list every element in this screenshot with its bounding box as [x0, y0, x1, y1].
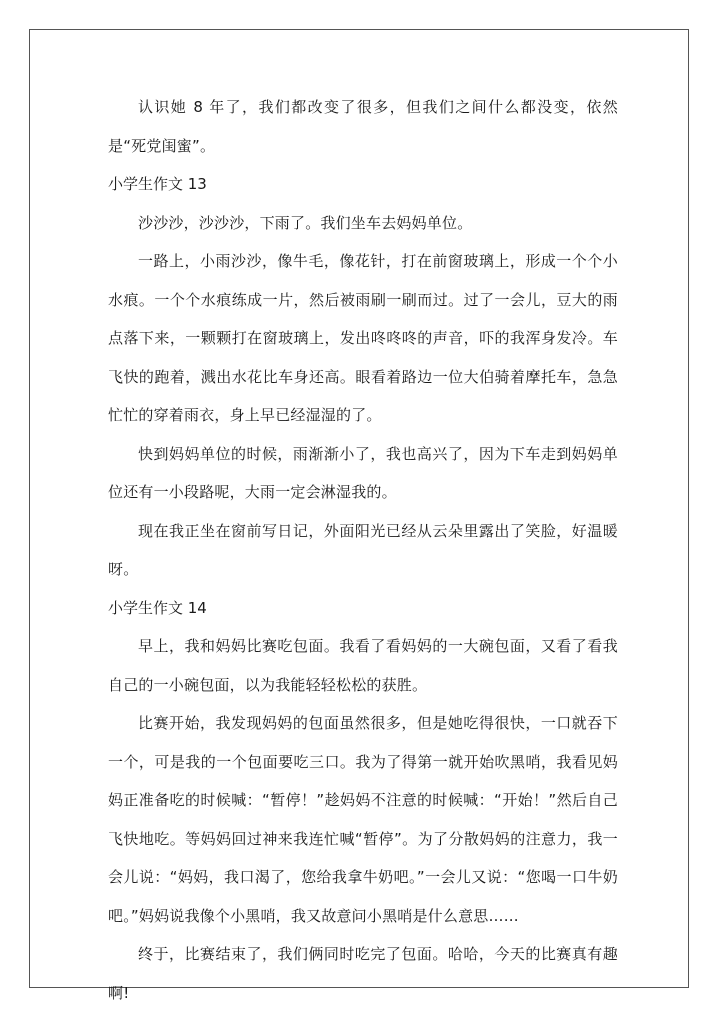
paragraph: 早上，我和妈妈比赛吃包面。我看了看妈妈的一大碗包面，又看了看我自己的一小碗包面，以为我能轻轻松松的获胜。 [108, 637, 618, 694]
paragraph: 一路上，小雨沙沙，像牛毛，像花针，打在前窗玻璃上，形成一个个小水痕。一个个水痕练成一片，然后被雨刷一刷而过。过了一会儿，豆大的雨点落下来，一颗颗打在窗玻璃上，发出咚咚咚的声音，吓的我浑身发冷。车飞快的跑着，溅出水花比车身还高。眼看着路边一位大伯骑着摩托车，急急忙忙的穿着雨衣，身上早已经湿湿的了。 [108, 252, 618, 424]
section-heading: 小学生作文 14 [108, 598, 207, 617]
paragraph: 沙沙沙，沙沙沙，下雨了。我们坐车去妈妈单位。 [138, 213, 473, 232]
section-heading: 小学生作文 13 [108, 175, 207, 193]
document-body [108, 88, 618, 1012]
paragraph: 比赛开始，我发现妈妈的包面虽然很多，但是她吃得很快，一口就吞下一个，可是我的一个包面要吃三口。我为了得第一就开始吹黑哨，我看见妈妈正准备吃的时候喊：“暂停！”趁妈妈不注意的时候喊：“开始！”然后自己飞快地吃。等妈妈回过神来我连忙喊“暂停”。为了分散妈妈的注意力，我一会儿说：“妈妈，我口渴了，您给我拿牛奶吧。”一会儿又说：“您喝一口牛奶吧。”妈妈说我像个小黑哨，我又故意问小黑哨是什么意思…… [108, 714, 618, 925]
paragraph: 现在我正坐在窗前写日记，外面阳光已经从云朵里露出了笑脸，好温暖呀。 [108, 521, 618, 578]
paragraph: 认识她 8 年了，我们都改变了很多，但我们之间什么都没变，依然是“死党闺蜜”。 [108, 98, 618, 155]
paragraph: 快到妈妈单位的时候，雨渐渐小了，我也高兴了，因为下车走到妈妈单位还有一小段路呢，大雨一定会淋湿我的。 [108, 444, 618, 501]
paragraph: 终于，比赛结束了，我们俩同时吃完了包面。哈哈，今天的比赛真有趣啊! [108, 945, 618, 1002]
